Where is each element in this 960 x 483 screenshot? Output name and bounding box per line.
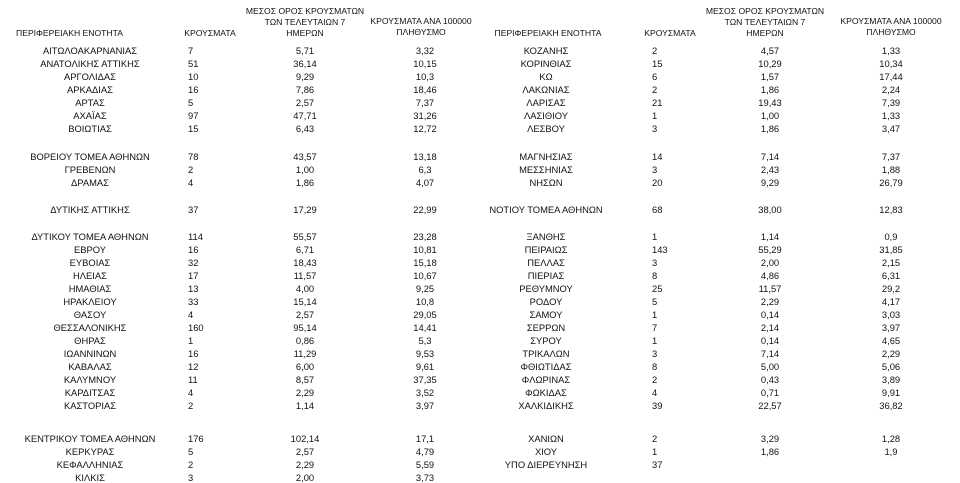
region-name: ΚΑΣΤΟΡΙΑΣ: [63, 400, 117, 411]
per100k-value: 1,33: [881, 110, 901, 121]
per100k-value: 6,31: [881, 270, 901, 281]
region-name: ΕΥΒΟΙΑΣ: [69, 257, 111, 268]
region-name: ΘΕΣΣΑΛΟΝΙΚΗΣ: [53, 322, 127, 333]
header-avg-line2: ΤΩΝ ΤΕΛΕΥΤΑΙΩΝ 7: [724, 17, 806, 27]
region-name: ΣΑΜΟΥ: [529, 309, 563, 320]
cases-value: 12: [188, 361, 199, 372]
avg-value: 2,29: [295, 459, 315, 470]
avg-value: 2,57: [295, 309, 315, 320]
region-name: ΔΡΑΜΑΣ: [71, 177, 109, 188]
per100k-value: 10,81: [413, 244, 437, 255]
per100k-value: 36,82: [879, 400, 903, 411]
avg-value: 5,71: [295, 45, 315, 56]
cases-value: 5: [652, 296, 658, 307]
cases-value: 2: [652, 84, 658, 95]
avg-value: 2,57: [295, 97, 315, 108]
avg-value: 0,14: [760, 309, 780, 320]
cases-value: 16: [188, 84, 199, 95]
region-name: ΑΡΚΑΔΙΑΣ: [67, 84, 113, 95]
region-name: ΒΟΙΩΤΙΑΣ: [68, 123, 112, 134]
per100k-value: 9,53: [415, 348, 435, 359]
region-name: ΑΧΑΪΑΣ: [73, 110, 107, 121]
cases-value: 10: [188, 71, 199, 82]
region-name: ΗΡΑΚΛΕΙΟΥ: [63, 296, 117, 307]
per100k-value: 4,17: [881, 296, 901, 307]
cases-value: 114: [188, 231, 203, 242]
per100k-value: 29,2: [881, 283, 901, 294]
region-name: ΜΑΓΝΗΣΙΑΣ: [519, 151, 573, 162]
header-avg-line3: ΗΜΕΡΩΝ: [746, 28, 784, 38]
region-name: ΧΙΟΥ: [534, 446, 558, 457]
region-name: ΚΕΝΤΡΙΚΟΥ ΤΟΜΕΑ ΑΘΗΝΩΝ: [24, 433, 156, 444]
per100k-value: 15,18: [413, 257, 437, 268]
per100k-value: 9,25: [415, 283, 435, 294]
avg-value: 2,29: [760, 296, 780, 307]
cases-value: 3: [188, 472, 194, 483]
per100k-value: 18,46: [413, 84, 437, 95]
avg-value: 22,57: [758, 400, 782, 411]
region-name: ΘΗΡΑΣ: [74, 335, 106, 346]
per100k-value: 3,47: [881, 123, 901, 134]
header-per100k-right: [828, 16, 954, 37]
region-name: ΘΑΣΟΥ: [73, 309, 107, 320]
per100k-value: 3,32: [415, 45, 435, 56]
cases-value: 2: [652, 433, 658, 444]
cases-value: 15: [652, 58, 663, 69]
region-name: ΚΙΛΚΙΣ: [75, 472, 105, 483]
per100k-value: 7,37: [881, 151, 901, 162]
header-per100k-line2: ΠΛΗΘΥΣΜΟ: [396, 27, 446, 37]
region-name: ΜΕΣΣΗΝΙΑΣ: [519, 164, 573, 175]
header-avg-line2: ΤΩΝ ΤΕΛΕΥΤΑΙΩΝ 7: [264, 17, 346, 27]
cases-value: 176: [188, 433, 204, 444]
avg-value: 6,43: [295, 123, 315, 134]
cases-value: 1: [652, 335, 658, 346]
cases-value: 8: [652, 361, 658, 372]
avg-value: 43,57: [293, 151, 317, 162]
avg-value: 1,00: [295, 164, 315, 175]
region-name: ΛΑΣΙΘΙΟΥ: [523, 110, 569, 121]
avg-value: 1,57: [760, 71, 780, 82]
per100k-value: 9,61: [415, 361, 435, 372]
avg-value: 1,86: [760, 84, 780, 95]
avg-value: 8,57: [295, 374, 315, 385]
per100k-value: 12,83: [879, 204, 903, 215]
region-name: ΠΙΕΡΙΑΣ: [527, 270, 565, 281]
cases-value: 1: [652, 110, 658, 121]
cases-value: 33: [188, 296, 199, 307]
avg-value: 18,43: [293, 257, 317, 268]
per100k-value: 4,07: [415, 177, 435, 188]
avg-value: 2,14: [760, 322, 780, 333]
cases-value: 39: [652, 400, 663, 411]
per100k-value: 1,88: [881, 164, 901, 175]
avg-value: 2,00: [295, 472, 315, 483]
cases-value: 3: [652, 123, 658, 134]
per100k-value: 3,89: [881, 374, 901, 385]
avg-value: 2,00: [760, 257, 780, 268]
per100k-value: 2,24: [881, 84, 901, 95]
header-per100k-line1: ΚΡΟΥΣΜΑΤΑ ΑΝΑ 100000: [370, 16, 472, 26]
per100k-value: 22,99: [413, 204, 437, 215]
avg-value: 0,14: [760, 335, 780, 346]
per100k-value: 12,72: [413, 123, 437, 134]
per100k-value: 26,79: [879, 177, 903, 188]
per100k-value: 17,44: [879, 71, 903, 82]
per100k-value: 3,52: [415, 387, 435, 398]
region-name: ΦΩΚΙΔΑΣ: [525, 387, 567, 398]
cases-value: 1: [188, 335, 194, 346]
per100k-value: 1,33: [881, 45, 901, 56]
cases-value: 2: [652, 374, 658, 385]
region-name: ΝΟΤΙΟΥ ΤΟΜΕΑ ΑΘΗΝΩΝ: [489, 204, 603, 215]
cases-value: 16: [188, 348, 199, 359]
avg-value: 1,14: [295, 400, 315, 411]
avg-value: 2,29: [295, 387, 315, 398]
header-per100k-line1: ΚΡΟΥΣΜΑΤΑ ΑΝΑ 100000: [840, 16, 942, 26]
avg-value: 9,29: [760, 177, 780, 188]
region-name: ΛΑΡΙΣΑΣ: [526, 97, 566, 108]
avg-value: 2,43: [760, 164, 780, 175]
per100k-value: 5,59: [415, 459, 435, 470]
avg-value: 36,14: [293, 58, 317, 69]
cases-value: 5: [188, 446, 194, 457]
per100k-value: 1,9: [884, 446, 898, 457]
cases-value: 2: [188, 164, 194, 175]
cases-value: 8: [652, 270, 658, 281]
cases-value: 5: [188, 97, 194, 108]
region-name: ΤΡΙΚΑΛΩΝ: [522, 348, 570, 359]
region-name: ΚΕΦΑΛΛΗΝΙΑΣ: [56, 459, 124, 470]
avg-value: 1,86: [760, 123, 780, 134]
cases-value: 78: [188, 151, 199, 162]
avg-value: 19,43: [758, 97, 782, 108]
header-avg-left: [240, 6, 370, 38]
per100k-value: 10,67: [413, 270, 437, 281]
cases-value: 1: [652, 446, 658, 457]
per100k-value: 2,15: [881, 257, 901, 268]
per100k-value: 7,39: [881, 97, 901, 108]
avg-value: 55,29: [758, 244, 782, 255]
per100k-value: 9,91: [881, 387, 901, 398]
cases-value: 143: [652, 244, 668, 255]
cases-value: 32: [188, 257, 199, 268]
per100k-value: 5,3: [418, 335, 432, 346]
region-name: ΓΡΕΒΕΝΩΝ: [64, 164, 116, 175]
header-avg-line1: ΜΕΣΟΣ ΟΡΟΣ ΚΡΟΥΣΜΑΤΩΝ: [245, 6, 365, 16]
cases-value: 68: [652, 204, 663, 215]
cases-value: 17: [188, 270, 199, 281]
cases-value: 160: [188, 322, 204, 333]
per100k-value: 10,34: [879, 58, 903, 69]
region-name: ΛΑΚΩΝΙΑΣ: [522, 84, 570, 95]
region-name: ΡΕΘΥΜΝΟΥ: [519, 283, 573, 294]
avg-value: 17,29: [293, 204, 317, 215]
avg-value: 4,86: [760, 270, 780, 281]
region-name: ΑΙΤΩΛΟΑΚΑΡΝΑΝΙΑΣ: [42, 45, 138, 56]
avg-value: 9,29: [295, 71, 315, 82]
per100k-value: 10,8: [415, 296, 435, 307]
avg-value: 102,14: [290, 433, 320, 444]
per100k-value: 4,79: [415, 446, 435, 457]
per100k-value: 7,37: [415, 97, 435, 108]
header-cases-left: ΚΡΟΥΣΜΑΤΑ: [184, 28, 236, 38]
per100k-value: 2,29: [881, 348, 901, 359]
region-name: ΑΡΤΑΣ: [75, 97, 105, 108]
region-name: ΚΩ: [539, 71, 553, 82]
avg-value: 11,57: [293, 270, 317, 281]
cases-value: 3: [652, 348, 658, 359]
cases-value: 3: [652, 164, 658, 175]
region-name: ΚΟΖΑΝΗΣ: [523, 45, 569, 56]
avg-value: 55,57: [293, 231, 317, 242]
avg-value: 11,29: [293, 348, 317, 359]
avg-value: 38,00: [758, 204, 782, 215]
per100k-value: 6,3: [418, 164, 432, 175]
cases-value: 2: [188, 400, 194, 411]
avg-value: 6,00: [295, 361, 315, 372]
cases-value: 15: [188, 123, 199, 134]
region-name: ΣΕΡΡΩΝ: [526, 322, 566, 333]
avg-value: 47,71: [293, 110, 317, 121]
header-per100k-line2: ΠΛΗΘΥΣΜΟ: [866, 27, 916, 37]
avg-value: 1,86: [760, 446, 780, 457]
per100k-value: 10,15: [413, 58, 437, 69]
avg-value: 3,29: [760, 433, 780, 444]
cases-value: 97: [188, 110, 199, 121]
per100k-value: 14,41: [413, 322, 437, 333]
region-name: ΚΑΛΥΜΝΟΥ: [63, 374, 117, 385]
header-cases-right: ΚΡΟΥΣΜΑΤΑ: [644, 28, 696, 38]
region-name: ΒΟΡΕΙΟΥ ΤΟΜΕΑ ΑΘΗΝΩΝ: [30, 151, 150, 162]
per100k-value: 3,73: [415, 472, 435, 483]
region-name: ΞΑΝΘΗΣ: [526, 231, 566, 242]
per100k-value: 10,3: [415, 71, 435, 82]
per100k-value: 31,26: [413, 110, 437, 121]
cases-value: 6: [652, 71, 658, 82]
region-name: ΡΟΔΟΥ: [529, 296, 563, 307]
avg-value: 7,86: [295, 84, 315, 95]
cases-value: 16: [188, 244, 199, 255]
region-name: ΚΑΡΔΙΤΣΑΣ: [64, 387, 116, 398]
avg-value: 0,43: [760, 374, 780, 385]
header-region-left: ΠΕΡΙΦΕΡΕΙΑΚΗ ΕΝΟΤΗΤΑ: [16, 28, 123, 38]
avg-value: 95,14: [293, 322, 317, 333]
cases-value: 11: [188, 374, 198, 385]
avg-value: 15,14: [293, 296, 317, 307]
region-name: ΗΛΕΙΑΣ: [73, 270, 107, 281]
cases-value: 1: [652, 231, 658, 242]
region-name: ΑΝΑΤΟΛΙΚΗΣ ΑΤΤΙΚΗΣ: [40, 58, 140, 69]
avg-value: 7,14: [760, 348, 780, 359]
cases-value: 25: [652, 283, 663, 294]
region-name: ΑΡΓΟΛΙΔΑΣ: [64, 71, 116, 82]
cases-value: 2: [188, 459, 194, 470]
avg-value: 7,14: [760, 151, 780, 162]
region-name: ΦΘΙΩΤΙΔΑΣ: [520, 361, 572, 372]
cases-value: 13: [188, 283, 199, 294]
region-name: ΚΕΡΚΥΡΑΣ: [65, 446, 115, 457]
cases-value: 4: [652, 387, 658, 398]
header-avg-line3: ΗΜΕΡΩΝ: [286, 28, 324, 38]
cases-value: 4: [188, 177, 194, 188]
region-name: ΧΑΝΙΩΝ: [528, 433, 564, 444]
per100k-value: 37,35: [413, 374, 437, 385]
cases-value: 37: [652, 459, 663, 470]
region-name: ΣΥΡΟΥ: [530, 335, 562, 346]
cases-value: 1: [652, 309, 658, 320]
cases-value: 2: [652, 45, 658, 56]
header-region-right: ΠΕΡΙΦΕΡΕΙΑΚΗ ΕΝΟΤΗΤΑ: [494, 28, 602, 38]
avg-value: 4,00: [295, 283, 315, 294]
cases-value: 37: [188, 204, 199, 215]
region-name: ΛΕΣΒΟΥ: [527, 123, 565, 134]
cases-value: 20: [652, 177, 663, 188]
avg-value: 5,00: [760, 361, 780, 372]
cases-value: 51: [188, 58, 199, 69]
region-name: ΙΩΑΝΝΙΝΩΝ: [63, 348, 117, 359]
region-name: ΚΑΒΑΛΑΣ: [68, 361, 112, 372]
per100k-value: 29,05: [413, 309, 437, 320]
header-avg-right: [700, 6, 830, 38]
avg-value: 1,86: [295, 177, 315, 188]
per100k-value: 13,18: [413, 151, 437, 162]
cases-value: 3: [652, 257, 658, 268]
region-name: ΔΥΤΙΚΗΣ ΑΤΤΙΚΗΣ: [50, 204, 130, 215]
cases-value: 4: [188, 387, 194, 398]
header-avg-line1: ΜΕΣΟΣ ΟΡΟΣ ΚΡΟΥΣΜΑΤΩΝ: [705, 6, 825, 16]
avg-value: 10,29: [758, 58, 782, 69]
cases-value: 21: [652, 97, 663, 108]
region-name: ΕΒΡΟΥ: [73, 244, 106, 255]
region-name: ΔΥΤΙΚΟΥ ΤΟΜΕΑ ΑΘΗΝΩΝ: [31, 231, 149, 242]
per100k-value: 23,28: [413, 231, 437, 242]
cases-value: 7: [652, 322, 658, 333]
per100k-value: 17,1: [415, 433, 435, 444]
header-per100k-left: [360, 16, 482, 37]
avg-value: 0,86: [295, 335, 315, 346]
region-name: ΚΟΡΙΝΘΙΑΣ: [520, 58, 572, 69]
cases-value: 4: [188, 309, 194, 320]
per100k-value: 0,9: [884, 231, 898, 242]
avg-value: 2,57: [295, 446, 315, 457]
avg-value: 6,71: [295, 244, 315, 255]
per100k-value: 3,03: [881, 309, 901, 320]
region-name: ΥΠΟ ΔΙΕΡΕΥΝΗΣΗ: [504, 459, 588, 470]
region-name: ΧΑΛΚΙΔΙΚΗΣ: [518, 400, 574, 411]
region-name: ΠΕΙΡΑΙΩΣ: [524, 244, 568, 255]
cases-value: 7: [188, 45, 194, 56]
cases-value: 14: [652, 151, 663, 162]
per100k-value: 31,85: [879, 244, 903, 255]
per100k-value: 4,65: [881, 335, 901, 346]
avg-value: 1,00: [760, 110, 780, 121]
avg-value: 11,57: [758, 283, 782, 294]
per100k-value: 3,97: [415, 400, 435, 411]
per100k-value: 5,06: [881, 361, 901, 372]
region-name: ΗΜΑΘΙΑΣ: [68, 283, 112, 294]
per100k-value: 1,28: [881, 433, 901, 444]
region-name: ΠΕΛΛΑΣ: [527, 257, 565, 268]
avg-value: 1,14: [760, 231, 780, 242]
per100k-value: 3,97: [881, 322, 901, 333]
region-name: ΝΗΣΩΝ: [529, 177, 563, 188]
avg-value: 4,57: [760, 45, 780, 56]
avg-value: 0,71: [760, 387, 780, 398]
region-name: ΦΛΩΡΙΝΑΣ: [521, 374, 571, 385]
